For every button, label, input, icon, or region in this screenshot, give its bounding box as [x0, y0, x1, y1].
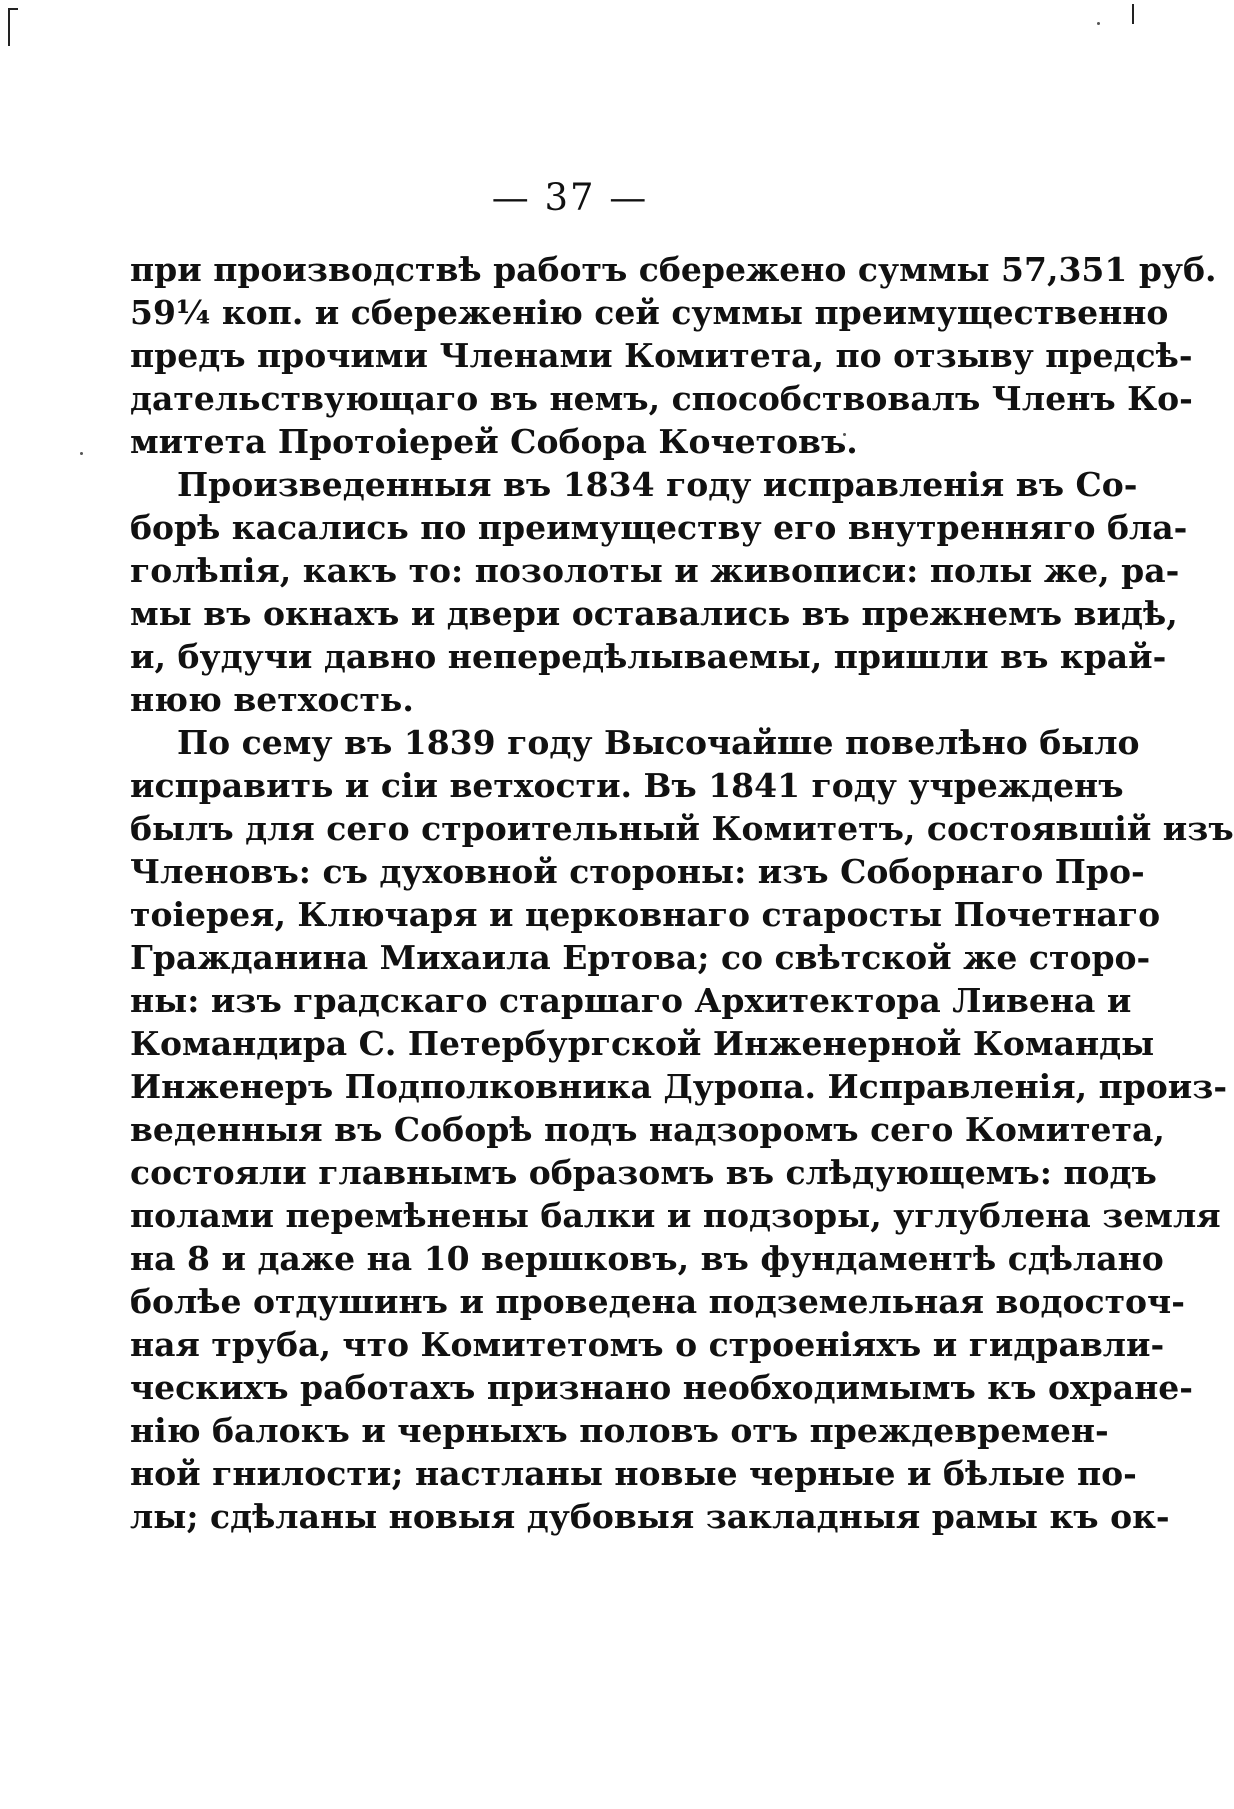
text-line: тоіерея, Ключаря и церковнаго старосты Почетнаго	[130, 895, 1161, 934]
text-line: 59¼ коп. и сбереженію сей суммы преимущественно	[130, 293, 1169, 332]
text-line: полами перемѣнены балки и подзоры, углублена земля	[130, 1196, 1221, 1235]
text-line: митета Протоіерей Собора Кочетовъ.	[130, 422, 858, 461]
text-line: Инженеръ Подполковника Дуропа. Исправленія, произ-	[130, 1067, 1228, 1106]
text-line: ческихъ работахъ признано необходимымъ къ охране-	[130, 1368, 1193, 1407]
scan-edge-mark-right	[1132, 4, 1134, 24]
text-line: при производствѣ работъ сбережено суммы 57,351 руб.	[130, 250, 1217, 289]
text-line: ная труба, что Комитетомъ о строеніяхъ и гидравли-	[130, 1325, 1165, 1364]
text-line: мы въ окнахъ и двери оставались въ прежнемъ видѣ,	[130, 594, 1178, 633]
text-line: лы; сдѣланы новыя дубовыя закладныя рамы къ ок-	[130, 1497, 1170, 1536]
text-line: По сему въ 1839 году Высочайше повелѣно было	[177, 723, 1140, 762]
text-line: Произведенныя въ 1834 году исправленія въ Со-	[177, 465, 1138, 504]
text-line: Командира С. Петербургской Инженерной Команды	[130, 1024, 1155, 1063]
scan-speck	[80, 452, 83, 455]
text-line: нію балокъ и черныхъ половъ отъ преждевремен-	[130, 1411, 1109, 1450]
text-line: нюю ветхость.	[130, 680, 414, 719]
text-line: на 8 и даже на 10 вершковъ, въ фундаментѣ сдѣлано	[130, 1239, 1164, 1278]
text-line: и, будучи давно непередѣлываемы, пришли въ край-	[130, 637, 1167, 676]
body-text	[130, 248, 1234, 1538]
text-line: Гражданина Михаила Ертова; со свѣтской же сторо-	[130, 938, 1151, 977]
text-line: борѣ касались по преимуществу его внутренняго бла-	[130, 508, 1188, 547]
text-line: голѣпія, какъ то: позолоты и живописи: полы же, ра-	[130, 551, 1180, 590]
text-line: веденныя въ Соборѣ подъ надзоромъ сего Комитета,	[130, 1110, 1165, 1149]
scan-edge-mark-left	[8, 8, 10, 46]
text-line: предъ прочими Членами Комитета, по отзыву предсѣ-	[130, 336, 1193, 375]
text-line: дательствующаго въ немъ, способствовалъ Членъ Ко-	[130, 379, 1193, 418]
text-line: болѣе отдушинъ и проведена подземельная водосточ-	[130, 1282, 1185, 1321]
text-line: былъ для сего строительный Комитетъ, состоявшій изъ	[130, 809, 1234, 848]
text-line: Членовъ: съ духовной стороны: изъ Соборнаго Про-	[130, 852, 1145, 891]
text-line: состояли главнымъ образомъ въ слѣдующемъ: подъ	[130, 1153, 1157, 1192]
text-line: исправить и сіи ветхости. Въ 1841 году учрежденъ	[130, 766, 1124, 805]
page-number: — 37 —	[491, 176, 649, 219]
text-line: ной гнилости; настланы новые черные и бѣлые по-	[130, 1454, 1137, 1493]
scan-speck	[1097, 22, 1100, 25]
text-line: ны: изъ градскаго старшаго Архитектора Ливена и	[130, 981, 1132, 1020]
